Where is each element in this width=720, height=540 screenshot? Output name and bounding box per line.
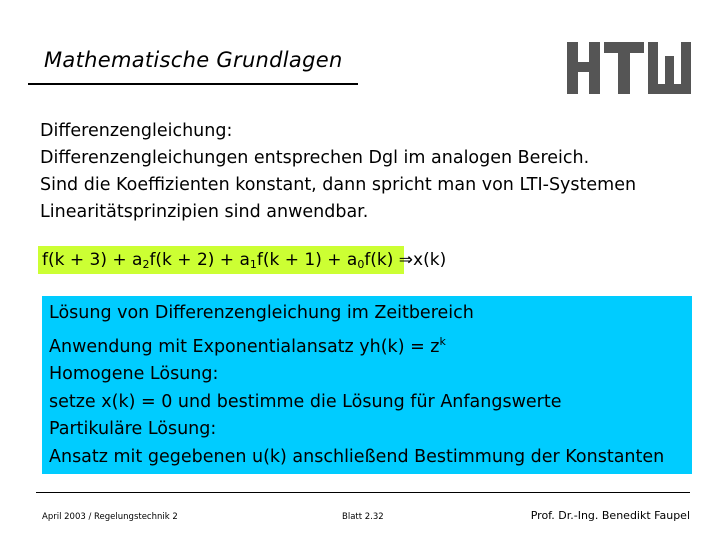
- solution-line: Lösung von Differenzengleichung im Zeitbereich: [49, 303, 474, 323]
- solution-line: Ansatz mit gegebenen u(k) anschließend Bestimmung der Konstanten: [49, 446, 665, 467]
- difference-equation-formula: $f(k + 3) + a_2f(k + 2) + a_1f(k + 1) + a_0f(k)$ ⇒x(k): [38, 246, 404, 274]
- body-line: Linearitätsprinzipien sind anwendbar.: [40, 202, 369, 222]
- solution-line: Anwendung mit Exponentialansatz $yh(k) = z^k$: [49, 334, 446, 357]
- body-line: Differenzengleichungen entsprechen Dgl im analogen Bereich.: [40, 148, 590, 168]
- htw-logo: [567, 42, 693, 94]
- solution-line: Homogene Lösung:: [49, 364, 219, 384]
- body-line: Differenzengleichung:: [40, 121, 233, 141]
- footer-page-number: Blatt 2.32: [342, 512, 384, 522]
- slide-title: Mathematische Grundlagen: [44, 48, 343, 72]
- solution-line: Partikuläre Lösung:: [49, 419, 217, 439]
- footer-author: Prof. Dr.-Ing. Benedikt Faupel: [530, 509, 690, 522]
- footer-divider: [36, 492, 690, 493]
- body-line: Sind die Koeffizienten konstant, dann spricht man von LTI-Systemen: [40, 175, 637, 195]
- body-text: [40, 118, 700, 226]
- footer-date-course: April 2003 / Regelungstechnik 2: [42, 512, 178, 522]
- solution-line: setze x(k) = 0 und bestimme die Lösung für Anfangswerte: [49, 391, 562, 412]
- solution-box: [42, 296, 692, 474]
- title-underline: [28, 83, 358, 85]
